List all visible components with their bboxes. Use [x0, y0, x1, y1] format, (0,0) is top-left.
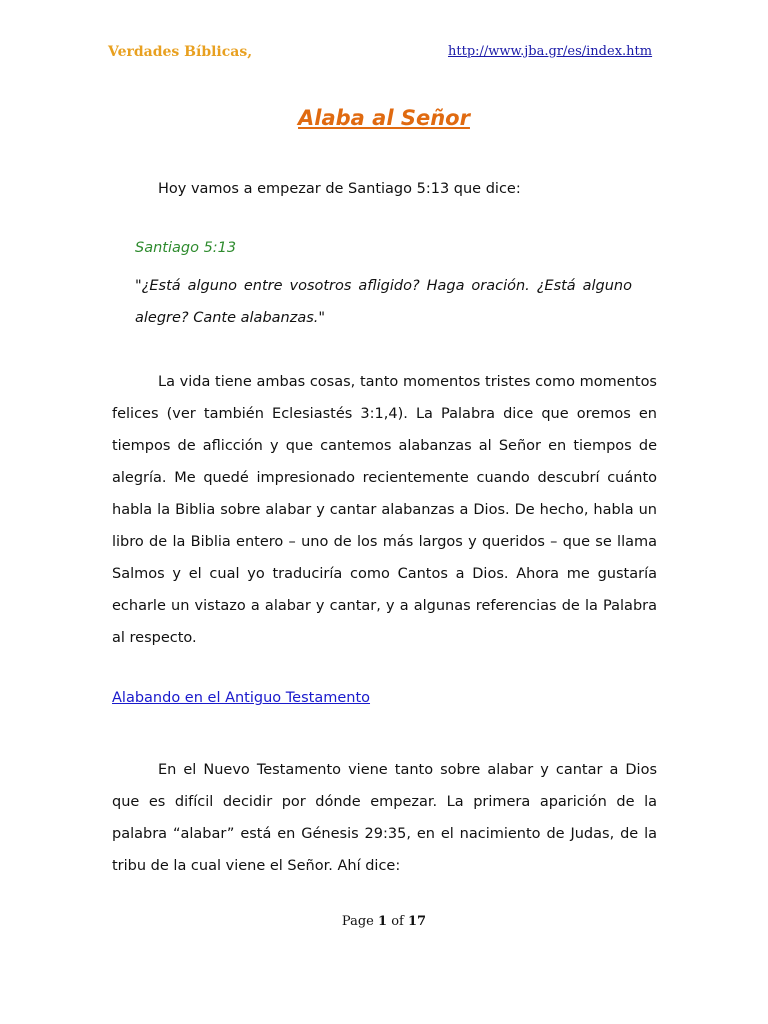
page-footer — [0, 914, 768, 929]
body-paragraph-2: En el Nuevo Testamento viene tanto sobre alabar y cantar a Dios que es difícil decidir por dónde empezar. La primera aparición de la palabra “alabar” está en Génesis 29:35, en el nacimiento de Judas, de la tribu de la cual viene el Señor. Ahí dice: — [112, 762, 657, 874]
body-paragraph-1: La vida tiene ambas cosas, tanto momentos tristes como momentos felices (ver también Eclesiastés 3:1,4). La Palabra dice que oremos en tiempos de aflicción y que cantemos alabanzas al Señor en tiempos de alegría. Me quedé impresionado recientemente cuando descubrí cuánto habla la Biblia sobre alabar y cantar alabanzas a Dios. De hecho, habla un libro de la Biblia entero – uno de los más largos y queridos – que se llama Salmos y el cual yo traduciría como Cantos a Dios. Ahora me gustaría echarle un vistazo a alabar y cantar, y a algunas referencias de la Palabra al respecto. — [112, 374, 657, 646]
section-heading-link[interactable]: Alabando en el Antiguo Testamento — [112, 690, 371, 706]
intro-paragraph: Hoy vamos a empezar de Santiago 5:13 que dice: — [158, 181, 521, 197]
of-word: of — [391, 914, 404, 929]
site-name: Verdades Bíblicas, — [108, 44, 253, 60]
document-title: Alaba al Señor — [298, 106, 470, 130]
verse-text: "¿Está alguno entre vosotros afligido? Haga oración. ¿Está alguno alegre? Cante alabanzas." — [135, 278, 632, 326]
page-current: 1 — [378, 914, 388, 929]
page-word: Page — [341, 914, 374, 929]
verse-reference: Santiago 5:13 — [135, 240, 237, 256]
site-url-link[interactable]: http://www.jba.gr/es/index.htm — [448, 44, 653, 59]
page-total: 17 — [407, 914, 427, 929]
